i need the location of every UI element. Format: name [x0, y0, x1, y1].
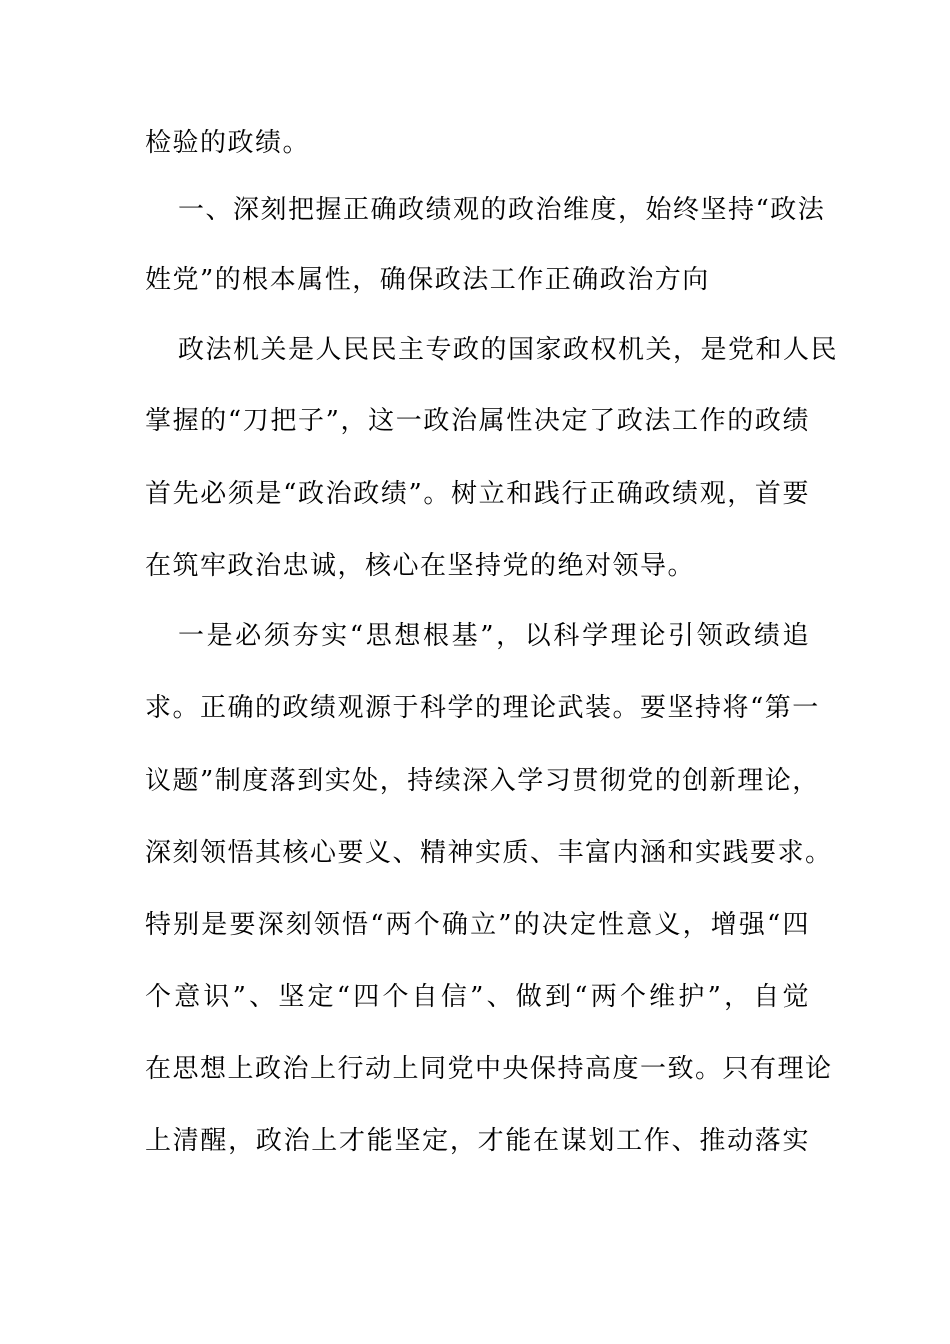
- section-heading-line-1: 一、深刻把握正确政绩观的政治维度，始终坚持“政法: [178, 195, 826, 225]
- text-line-1: 检验的政绩。: [145, 128, 311, 158]
- text-line-15: 上清醒，政治上才能坚定，才能在谋划工作、推动落实: [145, 1126, 810, 1156]
- text-line-6: 首先必须是“政治政绩”。树立和践行正确政绩观，首要: [145, 479, 810, 509]
- text-line-9: 求。正确的政绩观源于科学的理论武装。要坚持将“第一: [145, 693, 820, 723]
- text-line-8: 一是必须夯实“思想根基”，以科学理论引领政绩追: [178, 621, 810, 651]
- text-line-12: 特别是要深刻领悟“两个确立”的决定性意义，增强“四: [145, 910, 810, 940]
- text-line-10: 议题”制度落到实处，持续深入学习贯彻党的创新理论，: [145, 766, 820, 796]
- text-line-13: 个意识”、坚定“四个自信”、做到“两个维护”，自觉: [145, 982, 810, 1012]
- text-line-7: 在筑牢政治忠诚，核心在坚持党的绝对领导。: [145, 551, 696, 581]
- text-line-14: 在思想上政治上行动上同党中央保持高度一致。只有理论: [145, 1054, 833, 1084]
- section-heading-line-2: 姓党”的根本属性，确保政法工作正确政治方向: [145, 265, 710, 295]
- text-line-5: 掌握的“刀把子”，这一政治属性决定了政法工作的政绩: [145, 406, 810, 436]
- text-line-11: 深刻领悟其核心要义、精神实质、丰富内涵和实践要求。: [145, 838, 833, 868]
- text-line-4: 政法机关是人民民主专政的国家政权机关，是党和人民: [178, 335, 839, 365]
